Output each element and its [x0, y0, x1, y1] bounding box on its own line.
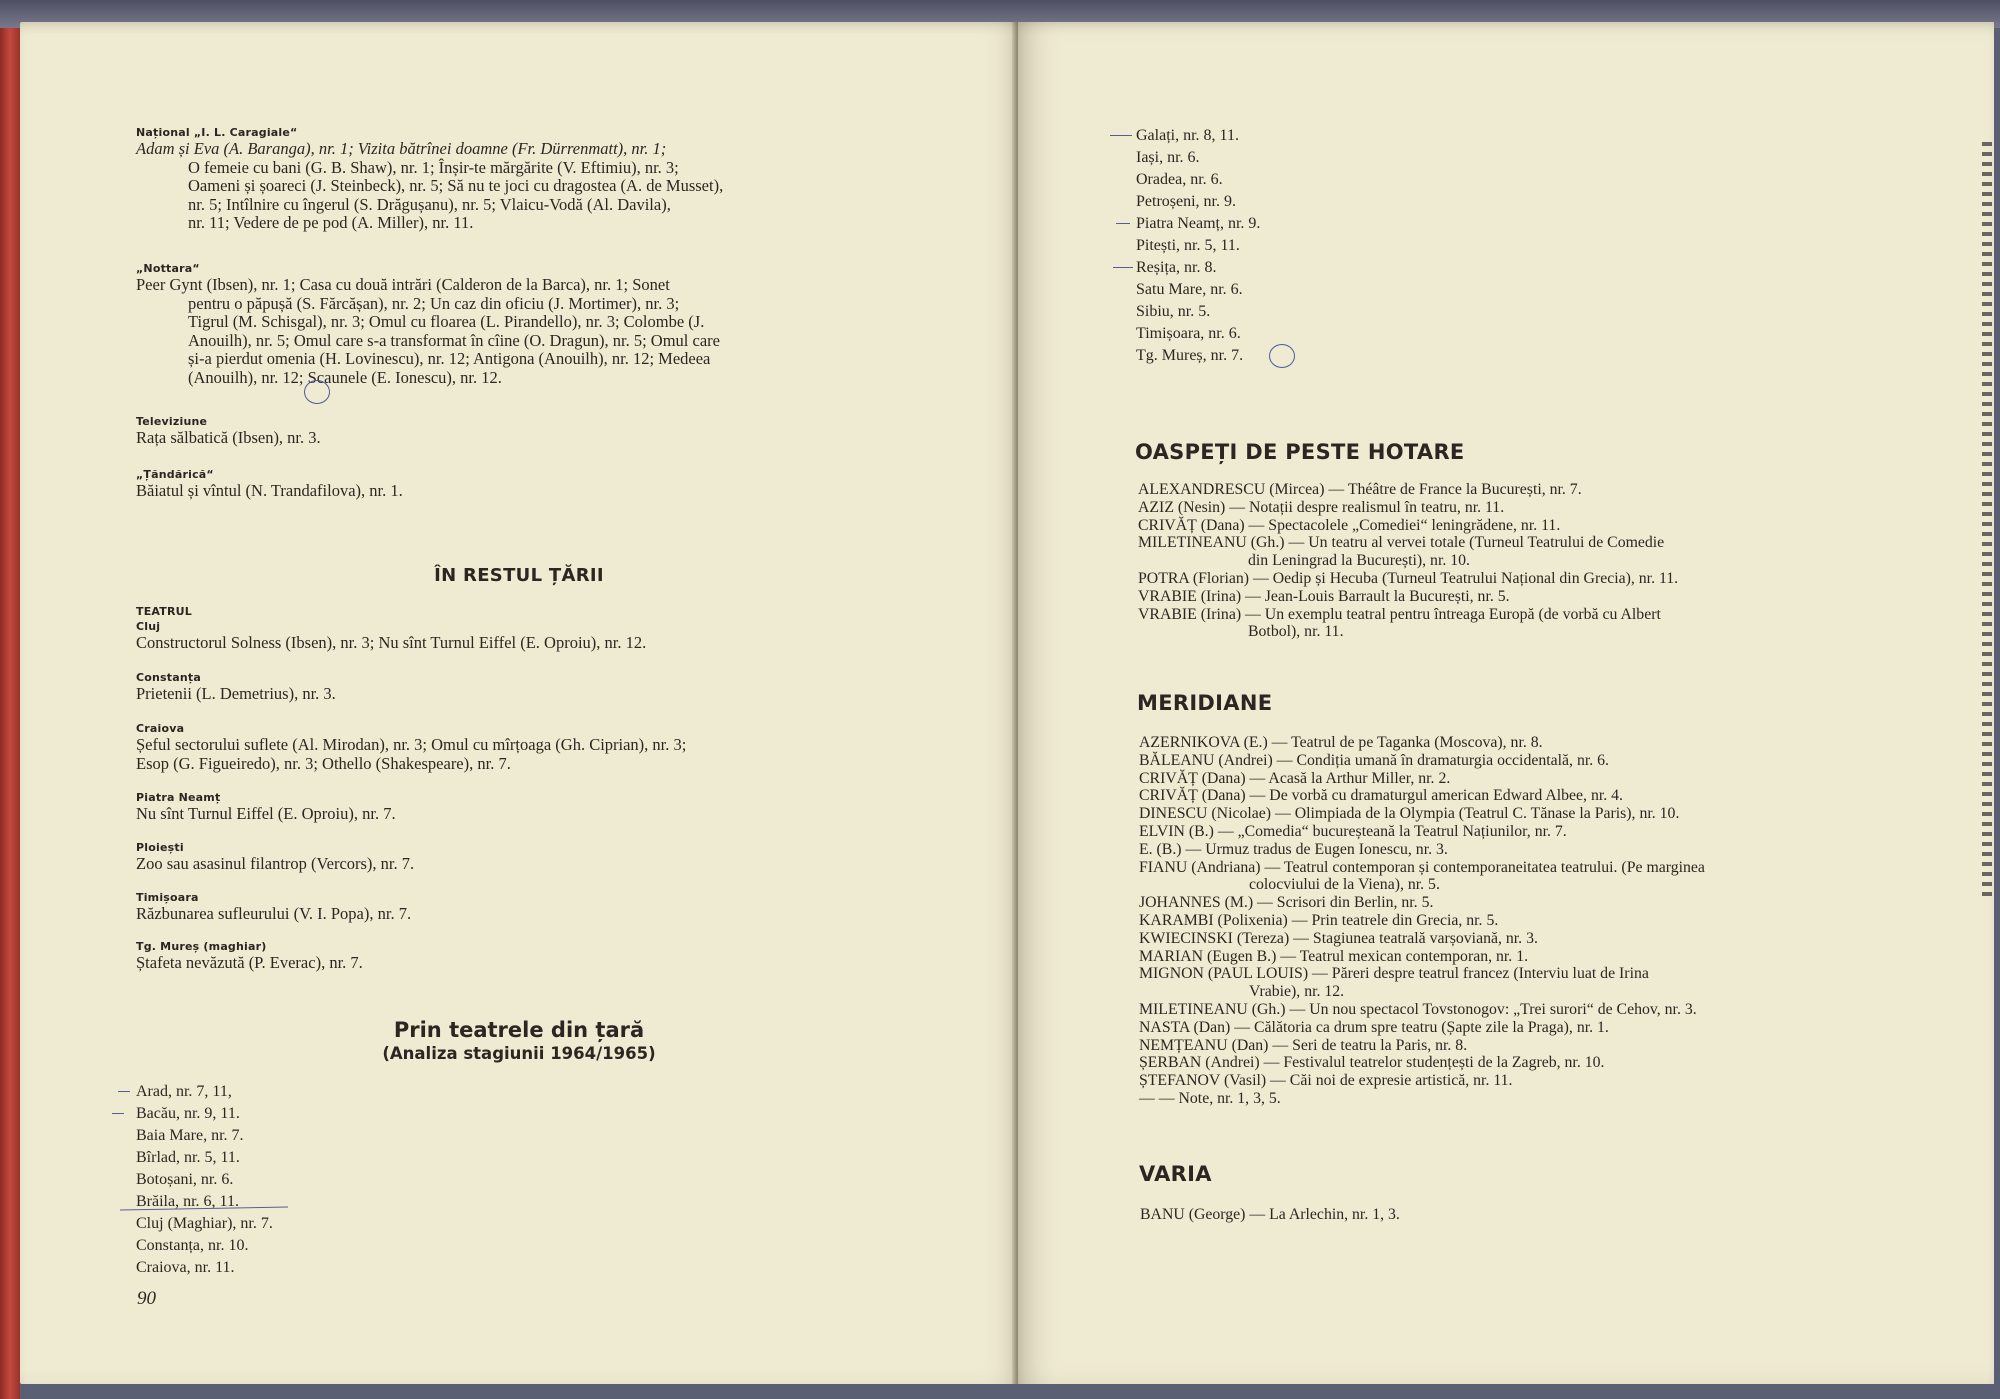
entry-body [136, 276, 906, 387]
list-item: Timișoara, nr. 6. [1136, 325, 1241, 342]
list-item: Botoșani, nr. 6. [136, 1171, 234, 1188]
pencil-circle [304, 380, 330, 404]
list-item: NEMȚEANU (Dan) — Seri de teatru la Paris, nr. 8. [1139, 1036, 1468, 1054]
entry-line: pentru o păpușă (S. Fărcășan), nr. 2; Un caz din oficiu (J. Mortimer), nr. 3; [188, 293, 680, 313]
theatre-heading: „Țăndărică“ [136, 468, 214, 481]
list-item: MIGNON (PAUL LOUIS) — Păreri despre teatrul francez (Interviu luat de Irina [1139, 965, 1649, 983]
list-item: ELVIN (B.) — „Comedia“ bucureșteană la Teatrul Națiunilor, nr. 7. [1139, 822, 1567, 840]
varia-list [1140, 1206, 1400, 1224]
list-item: FIANU (Andriana) — Teatrul contemporan și contemporaneitatea teatrului. (Pe marginea [1139, 858, 1705, 876]
theatre-heading: Național „I. L. Caragiale“ [136, 126, 298, 139]
pencil-circle [1269, 344, 1295, 368]
city-heading: Tg. Mureș (maghiar) [136, 940, 267, 953]
list-item: Pitești, nr. 5, 11. [1136, 237, 1240, 254]
entry-line: O femeie cu bani (G. B. Shaw), nr. 1; Înșir-te mărgărite (V. Eftimiu), nr. 3; [188, 157, 679, 177]
list-item: CRIVĂȚ (Dana) — De vorbă cu dramaturgul american Edward Albee, nr. 4. [1139, 787, 1623, 805]
list-item: Arad, nr. 7, 11, [136, 1083, 232, 1100]
city-heading: Timișoara [136, 891, 199, 904]
list-item: CRIVĂȚ (Dana) — Acasă la Arthur Miller, nr. 2. [1139, 769, 1451, 787]
list-item: JOHANNES (M.) — Scrisori din Berlin, nr. 5. [1139, 894, 1434, 912]
prin-teatrele-title: Prin teatrele din țară [393, 1018, 645, 1042]
oaspeti-title: OASPEȚI DE PESTE HOTARE [1135, 440, 1465, 464]
list-item-continuation: din Leningrad la București), nr. 10. [1248, 552, 1470, 570]
list-item: Baia Mare, nr. 7. [136, 1127, 244, 1144]
entry-line: Ștafeta nevăzută (P. Everac), nr. 7. [136, 953, 363, 972]
list-item: MILETINEANU (Gh.) — Un teatru al vervei totale (Turneul Teatrului de Comedie [1138, 534, 1665, 552]
theatre-heading: „Nottara“ [136, 262, 200, 275]
list-item: Galați, nr. 8, 11. [1136, 127, 1239, 144]
list-item: AZIZ (Nesin) — Notații despre realismul în teatru, nr. 11. [1138, 498, 1505, 516]
list-item: AZERNIKOVA (E.) — Teatrul de pe Taganka (Moscova), nr. 8. [1139, 734, 1543, 751]
left-page [20, 22, 1018, 1384]
entry-line: Anouilh), nr. 5; Omul care s-a transformat în cîine (O. Dragun), nr. 5; Omul care [188, 330, 720, 350]
list-item: Brăila, nr. 6, 11. [136, 1193, 239, 1210]
entry-line: și-a pierdut omenia (H. Lovinescu), nr. 12; Antigona (Anouilh), nr. 12; Medeea [188, 349, 711, 368]
entry-body [136, 805, 906, 824]
entry-line: nr. 11; Vedere de pe pod (A. Miller), nr. 11. [188, 213, 474, 232]
list-item-continuation: Botbol), nr. 11. [1248, 623, 1344, 641]
entry-line: Adam și Eva (A. Baranga), nr. 1; Vizita bătrînei doamne (Fr. Dürrenmatt), nr. 1; [136, 139, 667, 158]
list-item: Constanța, nr. 10. [136, 1237, 249, 1254]
section-timisoara [136, 891, 906, 924]
list-item: POTRA (Florian) — Oedip și Hecuba (Turneul Teatrului Național din Grecia), nr. 11. [1138, 569, 1679, 587]
section-constanta [136, 671, 906, 704]
entry-line: Oameni și șoareci (J. Steinbeck), nr. 5; Să nu te joci cu dragostea (A. de Musset), [188, 176, 724, 195]
entry-line: Băiatul și vîntul (N. Trandafilova), nr. 1. [136, 481, 403, 500]
pencil-mark [112, 1113, 124, 1114]
section-televiziune [136, 415, 906, 448]
section-tg-mures [136, 940, 906, 973]
list-item: BANU (George) — La Arlechin, nr. 1, 3. [1140, 1206, 1400, 1223]
entry-body [136, 429, 906, 448]
pencil-mark [1116, 223, 1130, 224]
list-item: Craiova, nr. 11. [136, 1259, 235, 1276]
entry-body [136, 140, 906, 233]
city-heading: Cluj [136, 620, 161, 633]
list-item: DINESCU (Nicolae) — Olimpiada de la Olympia (Teatrul C. Tănase la Paris), nr. 10. [1139, 805, 1680, 823]
list-item: Bîrlad, nr. 5, 11. [136, 1149, 240, 1166]
city-heading: Craiova [136, 722, 185, 735]
entry-body [136, 954, 906, 973]
section-nottara [136, 262, 906, 387]
list-item: Tg. Mureș, nr. 7. [1136, 347, 1244, 364]
pencil-mark [1113, 267, 1133, 268]
city-list-left [136, 1081, 273, 1279]
entry-line: (Anouilh), nr. 12; Scaunele (E. Ionescu), nr. 12. [188, 367, 502, 387]
pencil-mark [1110, 135, 1132, 136]
list-item: Iași, nr. 6. [1136, 149, 1200, 166]
prin-teatrele-subtitle: (Analiza stagiunii 1964/1965) [382, 1044, 656, 1063]
list-item: ȘERBAN (Andrei) — Festivalul teatrelor studențești de la Zagreb, nr. 10. [1139, 1054, 1605, 1072]
list-item: Satu Mare, nr. 6. [1136, 281, 1243, 298]
entry-body [136, 685, 906, 704]
list-item: KARAMBI (Polixenia) — Prin teatrele din Grecia, nr. 5. [1139, 911, 1499, 929]
meridiane-title: MERIDIANE [1137, 691, 1273, 715]
section-cluj [136, 620, 906, 653]
section-ploiesti [136, 841, 906, 874]
list-item: Petroșeni, nr. 9. [1136, 193, 1236, 210]
entry-line: nr. 5; Intîlnire cu îngerul (S. Drăgușanu), nr. 5; Vlaicu-Vodă (Al. Davila), [188, 194, 671, 214]
section-piatra-neamt [136, 791, 906, 824]
city-heading: Constanța [136, 671, 202, 684]
list-item: BĂLEANU (Andrei) — Condiția umană în dramaturgia occidentală, nr. 6. [1139, 751, 1609, 769]
list-item: NASTA (Dan) — Călătoria ca drum spre teatru (Șapte zile la Praga), nr. 1. [1139, 1018, 1609, 1036]
list-item-continuation: colocviului de la Viena), nr. 5. [1249, 876, 1440, 894]
list-item: ȘTEFANOV (Vasil) — Căi noi de expresie artistică, nr. 11. [1139, 1072, 1513, 1090]
list-item: Reșița, nr. 8. [1136, 259, 1217, 276]
city-list-right [1136, 125, 1260, 367]
meridiane-list [1139, 734, 1705, 1108]
list-item: MARIAN (Eugen B.) — Teatrul mexican contemporan, nr. 1. [1139, 947, 1529, 965]
section-craiova [136, 722, 906, 773]
theatre-heading: Televiziune [136, 415, 208, 428]
city-heading: Ploiești [136, 841, 184, 854]
entry-line: Rața sălbatică (Ibsen), nr. 3. [136, 428, 321, 447]
city-heading: Piatra Neamț [136, 791, 221, 804]
entry-body [136, 855, 906, 874]
list-item: KWIECINSKI (Tereza) — Stagiunea teatrală varșoviană, nr. 3. [1139, 929, 1538, 947]
page-number: 90 [137, 1288, 156, 1309]
list-item: — — Note, nr. 1, 3, 5. [1139, 1089, 1281, 1107]
list-item: Oradea, nr. 6. [1136, 171, 1223, 188]
section-national [136, 126, 906, 233]
entry-line: Nu sînt Turnul Eiffel (E. Oproiu), nr. 7. [136, 804, 396, 823]
right-page [1018, 22, 1994, 1384]
entry-line: Răzbunarea sufleurului (V. I. Popa), nr. 7. [136, 904, 412, 923]
list-item: ALEXANDRESCU (Mircea) — Théâtre de France la București, nr. 7. [1138, 481, 1582, 498]
entry-line: Șeful sectorului suflete (Al. Mirodan), nr. 3; Omul cu mîrțoaga (Gh. Ciprian), nr. 3; [136, 735, 687, 754]
list-item: Bacău, nr. 9, 11. [136, 1105, 240, 1122]
list-item: VRABIE (Irina) — Jean-Louis Barrault la București, nr. 5. [1138, 587, 1510, 605]
section-teatrul [136, 605, 906, 619]
page-edge-perforation [1982, 142, 1992, 902]
list-item-continuation: Vrabie), nr. 12. [1249, 983, 1345, 1001]
entry-body [136, 634, 906, 653]
list-item: E. (B.) — Urmuz tradus de Eugen Ionescu, nr. 3. [1139, 840, 1448, 858]
entry-body [136, 482, 906, 501]
section-tandarica [136, 468, 906, 501]
list-item: Cluj (Maghiar), nr. 7. [136, 1215, 273, 1232]
entry-body [136, 905, 906, 924]
entry-line: Esop (G. Figueiredo), nr. 3; Othello (Shakespeare), nr. 7. [136, 753, 511, 773]
section-title-restul-tarii: ÎN RESTUL ȚĂRII [434, 565, 604, 586]
entry-line: Peer Gynt (Ibsen), nr. 1; Casa cu două intrări (Calderon de la Barca), nr. 1; Sonet [136, 275, 670, 294]
list-item: Piatra Neamț, nr. 9. [1136, 215, 1261, 232]
entry-line: Prietenii (L. Demetrius), nr. 3. [136, 684, 336, 703]
entry-line: Tigrul (M. Schisgal), nr. 3; Omul cu floarea (L. Pirandello), nr. 3; Colombe (J. [188, 312, 705, 331]
list-item: CRIVĂȚ (Dana) — Spectacolele „Comediei“ leningrădene, nr. 11. [1138, 516, 1561, 534]
list-item: VRABIE (Irina) — Un exemplu teatral pentru întreaga Europă (de vorbă cu Albert [1138, 605, 1661, 623]
list-item: Sibiu, nr. 5. [1136, 303, 1211, 320]
list-item: MILETINEANU (Gh.) — Un nou spectacol Tovstonogov: „Trei surori“ de Cehov, nr. 3. [1139, 1000, 1697, 1018]
entry-line: Constructorul Solness (Ibsen), nr. 3; Nu sînt Turnul Eiffel (E. Oproiu), nr. 12. [136, 633, 647, 652]
oaspeti-list [1138, 481, 1678, 641]
varia-title: VARIA [1139, 1162, 1212, 1186]
entry-body [136, 736, 906, 773]
pencil-mark [118, 1091, 130, 1092]
teatrul-heading: TEATRUL [136, 605, 192, 618]
entry-line: Zoo sau asasinul filantrop (Vercors), nr. 7. [136, 854, 415, 873]
book-spine-edge [0, 0, 20, 1399]
